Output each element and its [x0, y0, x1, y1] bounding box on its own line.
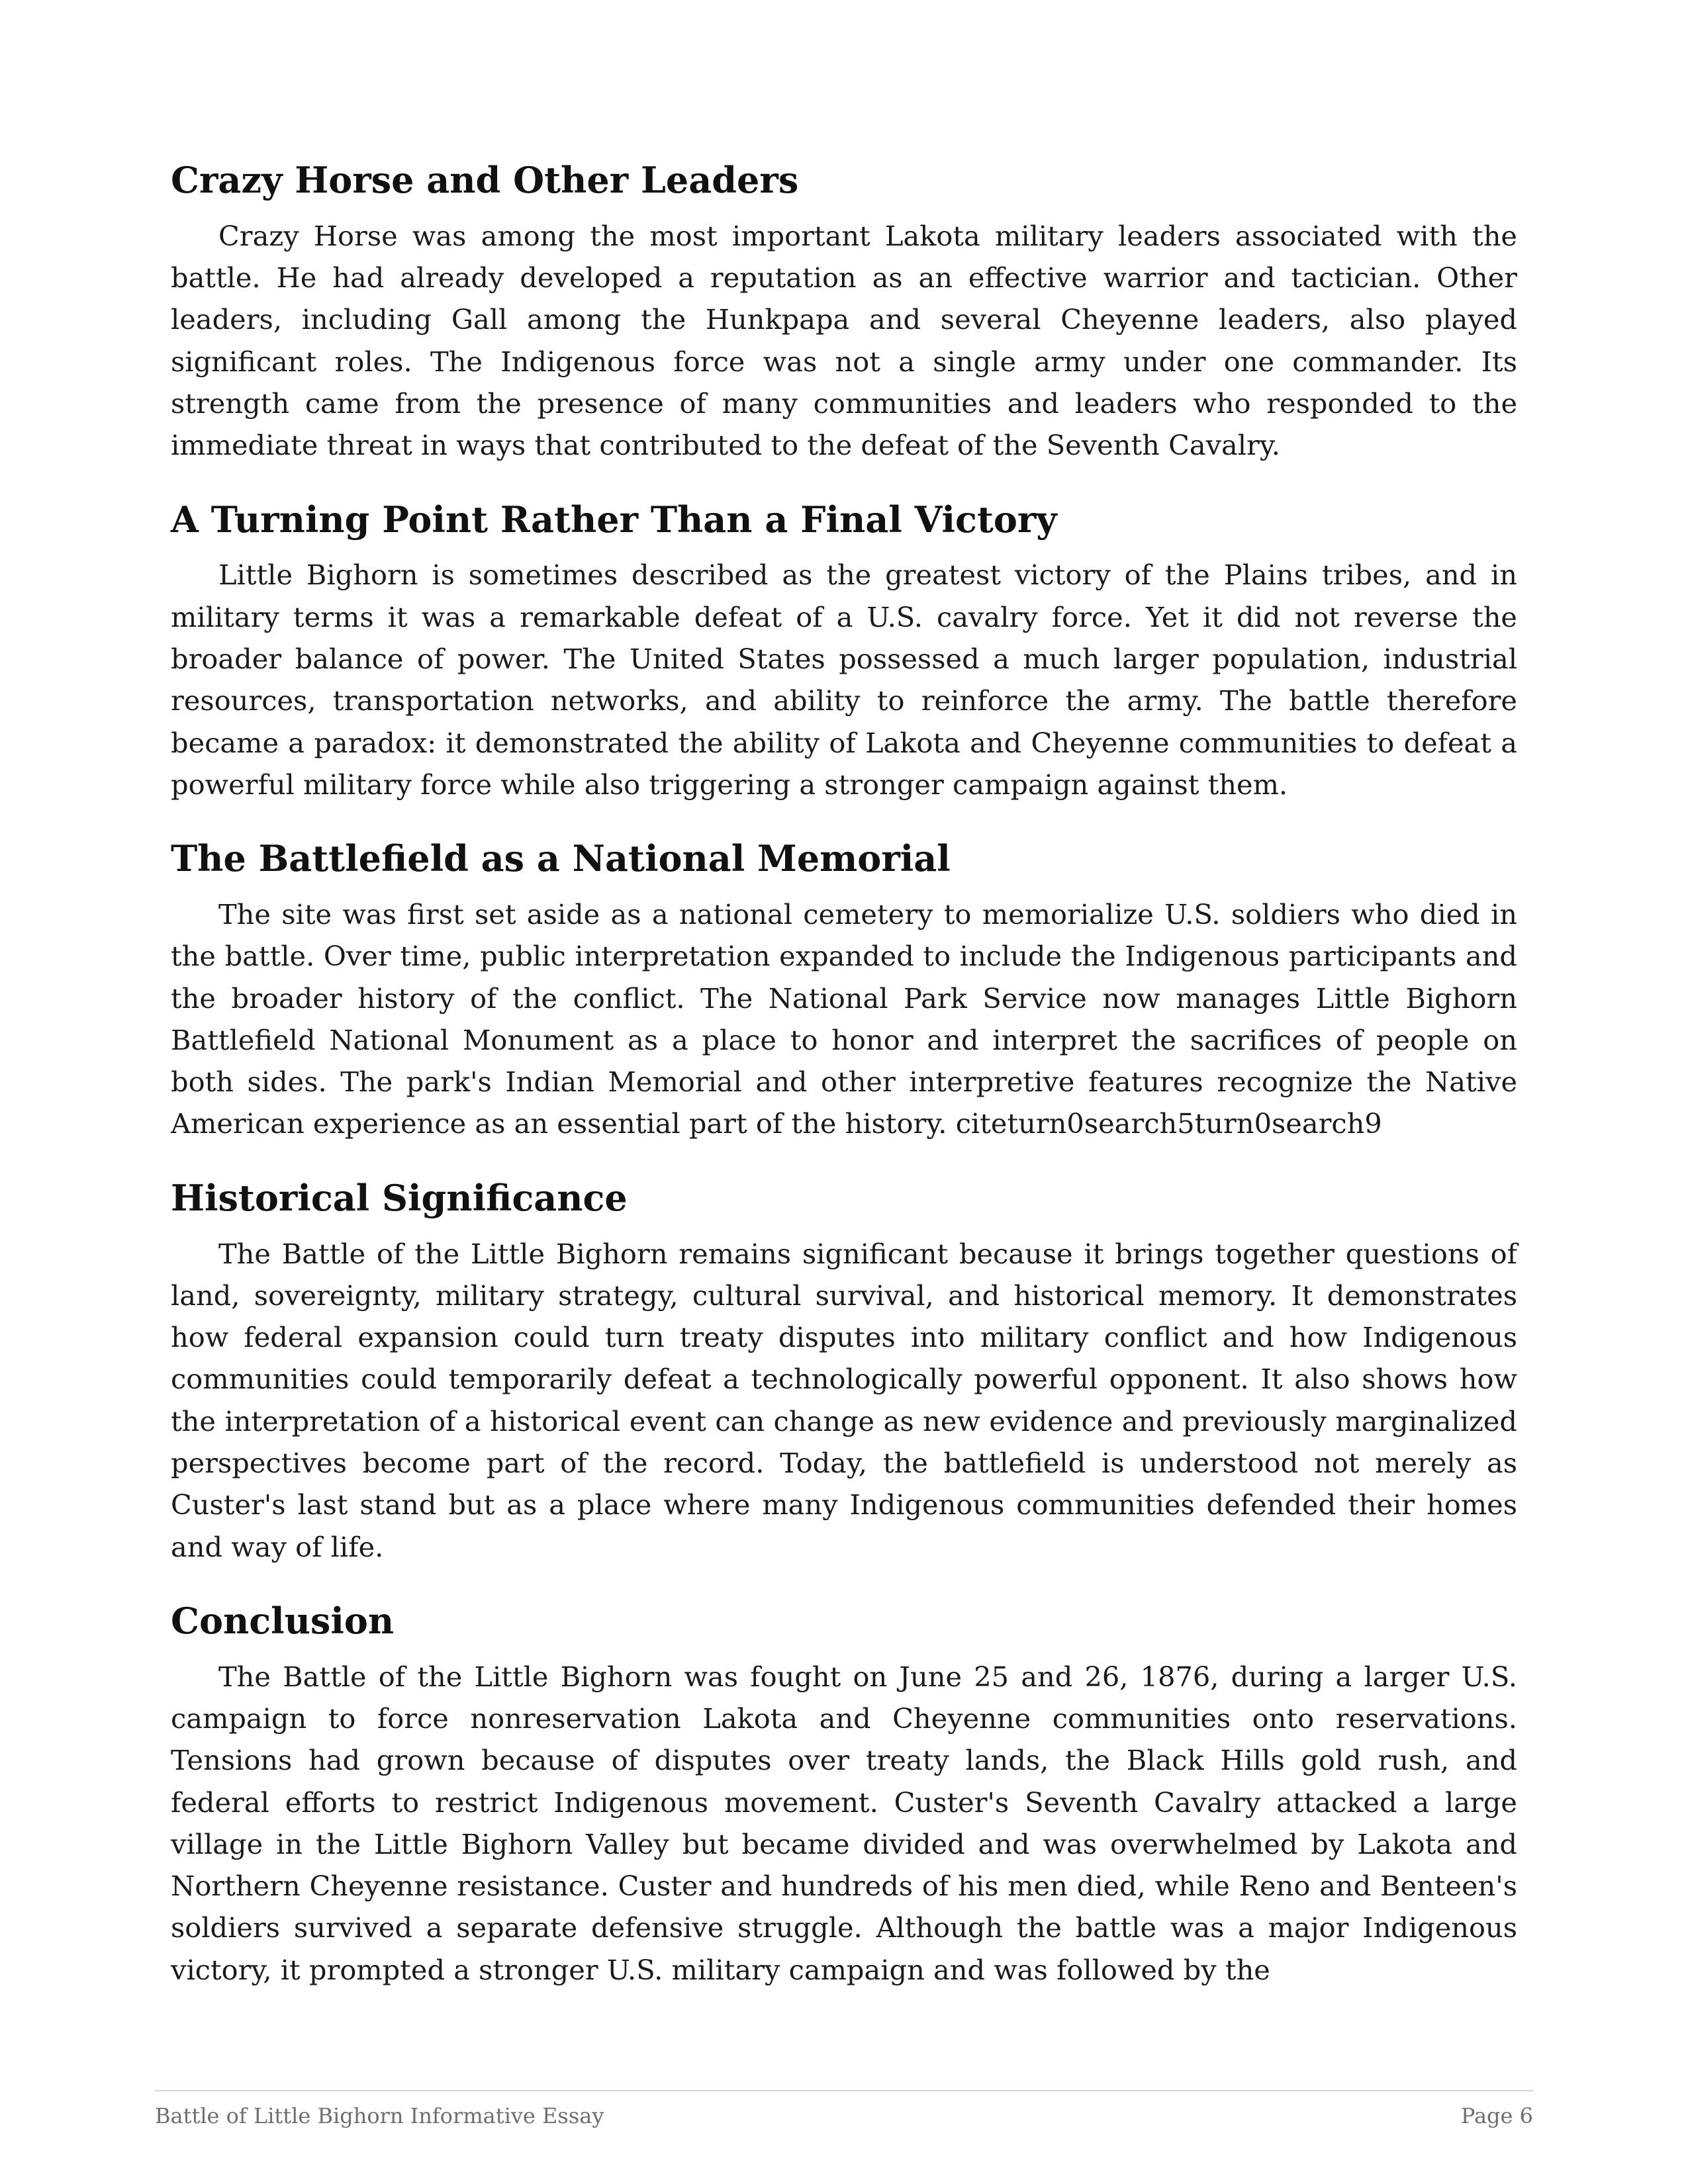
- section-heading: Historical Significance: [171, 1176, 628, 1219]
- section-conclusion: [171, 1600, 1517, 1991]
- footer-page-number: Page 6: [1460, 2103, 1533, 2128]
- section-paragraph: Crazy Horse was among the most important Lakota military leaders associated with the battle. He had already developed a reputation as an effective warrior and tactician. Other leaders, including Gall among the Hunkpapa and several Cheyenne leaders, also played significant roles. The Indigenous force was not a single army under one commander. Its strength came from the presence of many communities and leaders who responded to the immediate threat in ways that contributed to the defeat of the Seventh Cavalry.: [171, 219, 1517, 462]
- section-heading: Conclusion: [171, 1599, 395, 1642]
- section-heading: The Battlefield as a National Memorial: [171, 837, 951, 880]
- section-paragraph: The site was first set aside as a national cemetery to memorialize U.S. soldiers who died in the battle. Over time, public interpretation expanded to include the Indigenous participants and the broader history of the conflict. The National Park Service now manages Little Bighorn Battlefield National Monument as a place to honor and interpret the sacrifices of people on both sides. The park's Indian Memorial and other interpretive features recognize the Native American experience as an essential part of the history. citeturn0search5turn0search9: [171, 897, 1517, 1140]
- page-footer: [155, 2090, 1533, 2128]
- footer-row: [155, 2091, 1533, 2128]
- section-heading: Crazy Horse and Other Leaders: [171, 159, 799, 201]
- section-paragraph: The Battle of the Little Bighorn remains significant because it brings together questions of land, sovereignty, military strategy, cultural survival, and historical memory. It demonstrates how federal expansion could turn treaty disputes into military conflict and how Indigenous communities could temporarily defeat a technologically powerful opponent. It also shows how the interpretation of a historical event can change as new evidence and previously marginalized perspectives become part of the record. Today, the battlefield is understood not merely as Custer's last stand but as a place where many Indigenous communities defended their homes and way of life.: [171, 1237, 1517, 1563]
- section-heading: A Turning Point Rather Than a Final Victory: [171, 498, 1057, 541]
- section-turning-point: [171, 498, 1517, 806]
- section-national-memorial: [171, 837, 1517, 1145]
- section-paragraph: Little Bighorn is sometimes described as the greatest victory of the Plains tribes, and in military terms it was a remarkable defeat of a U.S. cavalry force. Yet it did not reverse the broader balance of power. The United States possessed a much larger population, industrial resources, transportation networks, and ability to reinforce the army. The battle therefore became a paradox: it demonstrated the ability of Lakota and Cheyenne communities to defeat a powerful military force while also triggering a stronger campaign against them.: [171, 559, 1517, 801]
- section-historical-significance: [171, 1177, 1517, 1568]
- section-crazy-horse: [171, 159, 1517, 467]
- footer-document-title: Battle of Little Bighorn Informative Essay: [155, 2103, 604, 2128]
- section-paragraph: The Battle of the Little Bighorn was fought on June 25 and 26, 1876, during a larger U.S. campaign to force nonreservation Lakota and Cheyenne communities onto reservations. Tensions had grown because of disputes over treaty lands, the Black Hills gold rush, and federal efforts to restrict Indigenous movement. Custer's Seventh Cavalry attacked a large village in the Little Bighorn Valley but became divided and was overwhelmed by Lakota and Northern Cheyenne resistance. Custer and hundreds of his men died, while Reno and Benteen's soldiers survived a separate defensive struggle. Although the battle was a major Indigenous victory, it prompted a stronger U.S. military campaign and was followed by the: [171, 1660, 1517, 1986]
- page-body: [171, 159, 1517, 2023]
